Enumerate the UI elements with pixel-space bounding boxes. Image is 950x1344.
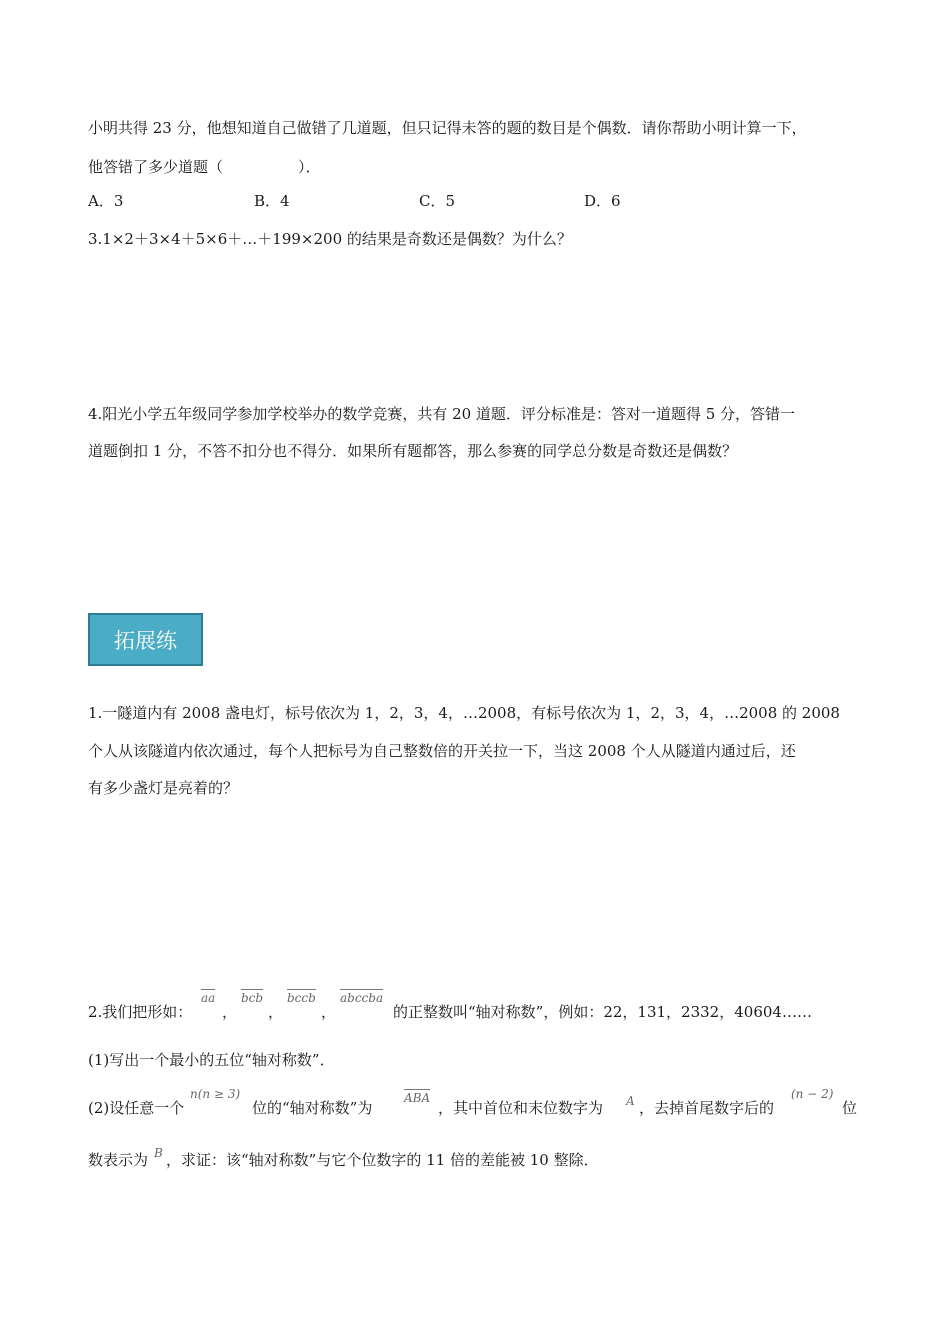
ext2-part2-b: 位的“轴对称数”为	[252, 1099, 373, 1117]
sep-3: ，	[321, 1003, 337, 1021]
ext1-line2: 个人从该隧道内依次通过，每个人把标号为自己整数倍的开关拉一下，当这 2008 个人从隧道内通过后，还	[88, 742, 796, 760]
ext2-part2-line2-b: ，求证：该“轴对称数”与它个位数字的 11 倍的差能被 10 整除．	[166, 1151, 599, 1169]
sep-2: ，	[268, 1003, 284, 1021]
ext2-part1: (1)写出一个最小的五位“轴对称数”．	[88, 1051, 335, 1069]
q2-option-b: B．4	[254, 192, 290, 210]
symbol-aa: aa	[201, 991, 216, 1005]
q2-option-d: D．6	[584, 192, 621, 210]
q4-line2: 道题倒扣 1 分，不答不扣分也不得分．如果所有题都答，那么参赛的同学总分数是奇数还是偶数？	[88, 442, 738, 460]
q2-option-c: C．5	[419, 192, 456, 210]
ext1-line3: 有多少盏灯是亮着的？	[88, 779, 239, 797]
ext2-intro-suffix: 的正整数叫“轴对称数”，例如：22，131，2332，40604……	[393, 1003, 812, 1021]
symbol-abccba: abccba	[340, 991, 384, 1005]
q2-line2: 他答错了多少道题（ ）．	[88, 158, 321, 176]
symbol-bcb: bcb	[241, 991, 264, 1005]
ext2-part2-a: (2)设任意一个	[88, 1099, 185, 1117]
ext2-part2-e: 位	[842, 1099, 858, 1117]
q2-option-a: A．3	[88, 192, 124, 210]
section-title-box	[88, 613, 203, 666]
ext2-part2-line2-a: 数表示为	[88, 1151, 149, 1169]
math-b: B	[154, 1146, 163, 1160]
ext2-part2-d: ，去掉首尾数字后的	[639, 1099, 775, 1117]
math-n-condition: n(n ≥ 3)	[190, 1087, 241, 1101]
math-a: A	[626, 1094, 635, 1108]
ext1-line1: 1.一隧道内有 2008 盏电灯，标号依次为 1，2，3，4，…2008，有标号依次为 1，2，3，4，…2008 的 2008	[88, 704, 840, 722]
math-n-minus-2: (n − 2)	[791, 1087, 834, 1101]
q2-line1: 小明共得 23 分，他想知道自己做错了几道题，但只记得未答的题的数目是个偶数．请你帮助小明计算一下，	[88, 119, 807, 137]
ext2-intro-prefix: 2.我们把形如：	[88, 1003, 193, 1021]
q4-line1: 4.阳光小学五年级同学参加学校举办的数学竞赛，共有 20 道题．评分标准是：答对一道题得 5 分，答错一	[88, 405, 796, 423]
ext2-part2-c: ，其中首位和末位数字为	[438, 1099, 604, 1117]
symbol-bccb: bccb	[287, 991, 316, 1005]
section-title: 拓展练	[114, 628, 177, 653]
math-aba: ABA	[404, 1091, 431, 1105]
sep-1: ，	[222, 1003, 238, 1021]
q3-text: 3.1×2＋3×4＋5×6＋…＋199×200 的结果是奇数还是偶数？为什么？	[88, 230, 572, 248]
